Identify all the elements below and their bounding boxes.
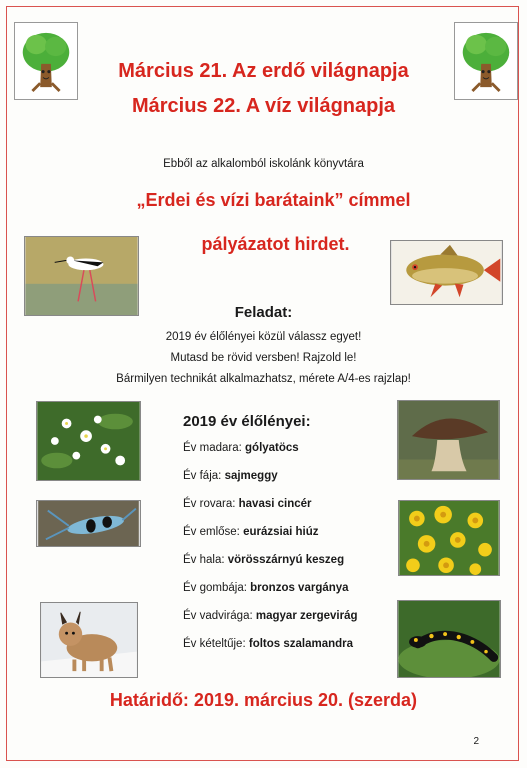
- species-value: bronzos vargánya: [250, 582, 349, 594]
- species-value: eurázsiai hiúz: [243, 526, 319, 538]
- species-value: foltos szalamandra: [248, 638, 354, 650]
- species-label: Év vadvirága:: [183, 610, 253, 622]
- species-item-fungus: [183, 582, 349, 594]
- contest-title: „Erdei és vízi barátaink” címmel: [136, 190, 411, 210]
- species-list-title: 2019 év élőlényei:: [183, 413, 311, 430]
- salamander-photo: [397, 600, 501, 678]
- rudd-fish-photo: [390, 240, 503, 305]
- headline-water-day: Március 22. A víz világnapja: [131, 95, 396, 117]
- mahaleb-blossom-photo: [36, 401, 141, 481]
- species-item-amphibian: [183, 638, 353, 650]
- lynx-photo: [40, 602, 138, 678]
- species-value: havasi cincér: [238, 498, 312, 510]
- page-number: 2: [473, 736, 479, 747]
- species-item-wildflower: [183, 610, 358, 622]
- task-line-2: Mutasd be rövid versben! Rajzold le!: [170, 352, 357, 364]
- bolete-mushroom-photo: [397, 400, 500, 480]
- rosalia-beetle-photo: [36, 500, 141, 547]
- intro-text: Ebből az alkalomból iskolánk könyvtára: [163, 158, 364, 170]
- species-item-mammal: [183, 526, 319, 538]
- species-value: gólyatöcs: [245, 442, 299, 454]
- task-title: Feladat:: [234, 304, 293, 321]
- headline-forest-day: Március 21. Az erdő világnapja: [118, 60, 409, 82]
- contest-announce: pályázatot hirdet.: [201, 234, 350, 254]
- task-line-3: Bármilyen technikát alkalmazhatsz, mérete A/4-es rajzlap!: [116, 373, 411, 385]
- species-value: sajmeggy: [224, 470, 278, 482]
- species-label: Év emlőse:: [183, 526, 240, 538]
- species-label: Év fája:: [183, 470, 222, 482]
- species-label: Év rovara:: [183, 498, 236, 510]
- species-label: Év hala:: [183, 554, 225, 566]
- task-line-1: 2019 év élőlényei közül válassz egyet!: [165, 331, 362, 343]
- species-item-insect: [183, 498, 312, 510]
- deadline-text: Határidő: 2019. március 20. (szerda): [109, 690, 418, 710]
- species-item-bird: [183, 442, 299, 454]
- species-label: Év kételtűje:: [183, 638, 246, 650]
- species-value: vörösszárnyú keszeg: [227, 554, 345, 566]
- species-label: Év gombája:: [183, 582, 247, 594]
- species-value: magyar zergevirág: [255, 610, 358, 622]
- leopards-bane-flower-photo: [398, 500, 500, 576]
- species-item-tree: [183, 470, 278, 482]
- species-label: Év madara:: [183, 442, 242, 454]
- species-item-fish: [183, 554, 344, 566]
